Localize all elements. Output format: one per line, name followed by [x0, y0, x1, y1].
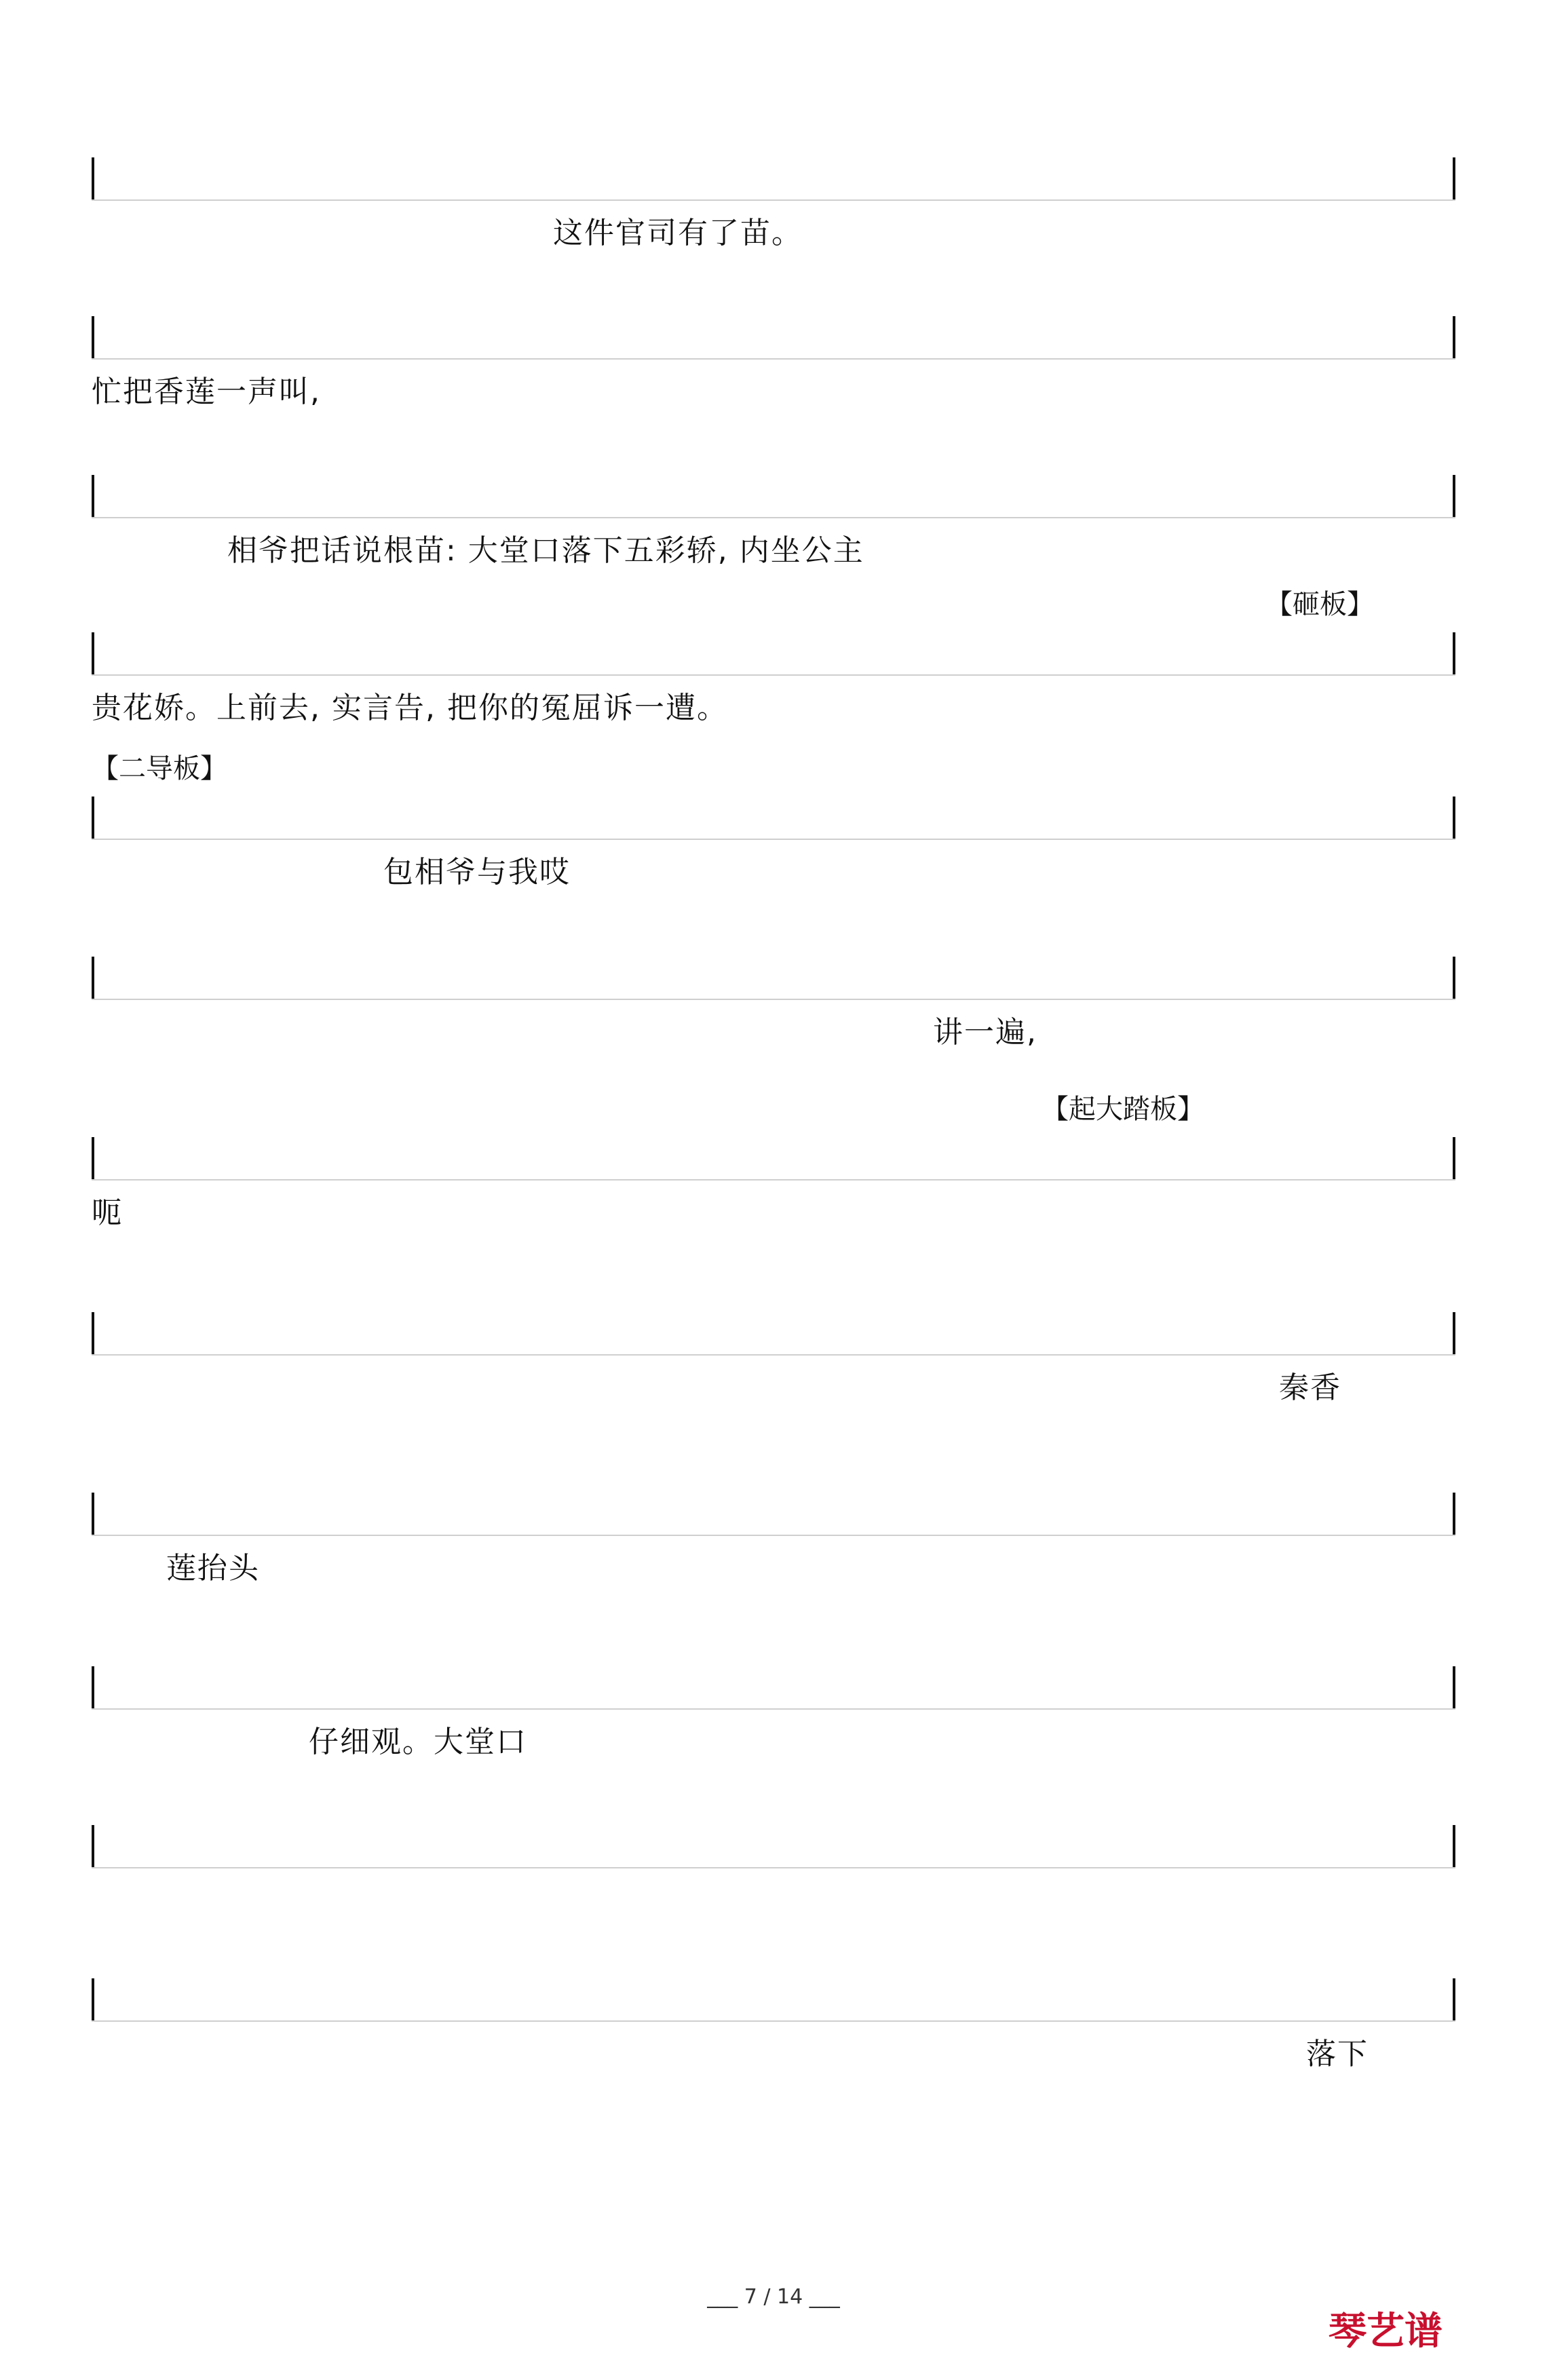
notation-staff [92, 316, 1455, 360]
notation-staff [92, 157, 1455, 201]
lyric-line: 落下 [1306, 2037, 1369, 2071]
notation-staff [92, 475, 1455, 518]
lyric-line: 莲抬头 [166, 1551, 260, 1586]
lyric-line: 相爷把话说根苗: 大堂口落下五彩轿, 内坐公主 [227, 533, 864, 568]
lyric-line: 讲一遍, [933, 1015, 1037, 1050]
notation-staff [92, 1825, 1455, 1868]
page-number: ___ 7 / 14 ___ [707, 2285, 840, 2309]
notation-staff [92, 1312, 1455, 1356]
lyric-line: 仔细观。大堂口 [309, 1725, 527, 1759]
lyric-line: 呃 [92, 1195, 123, 1230]
section-marker: 【砸板】 [1265, 589, 1374, 620]
lyric-line: 忙把香莲一声叫, [92, 375, 321, 409]
notation-staff [92, 1978, 1455, 2022]
notation-staff [92, 957, 1455, 1000]
score-body [92, 0, 1455, 2380]
section-marker: 【起大踏板】 [1042, 1094, 1204, 1125]
lyric-line: 包相爷与我哎 [383, 855, 571, 889]
lyric-line: 贵花娇。上前去, 实言告, 把你的冤屈诉一遭。 [92, 691, 728, 725]
lyric-line: 秦香 [1279, 1370, 1341, 1405]
notation-staff [92, 632, 1455, 676]
notation-staff [92, 1137, 1455, 1181]
notation-staff [92, 1493, 1455, 1536]
notation-staff [92, 796, 1455, 840]
brand-logo: 琴艺谱 [1329, 2309, 1443, 2354]
notation-staff [92, 1666, 1455, 1710]
section-marker: 【二导板】 [92, 753, 227, 784]
lyric-line: 这件官司有了苗。 [553, 216, 803, 250]
